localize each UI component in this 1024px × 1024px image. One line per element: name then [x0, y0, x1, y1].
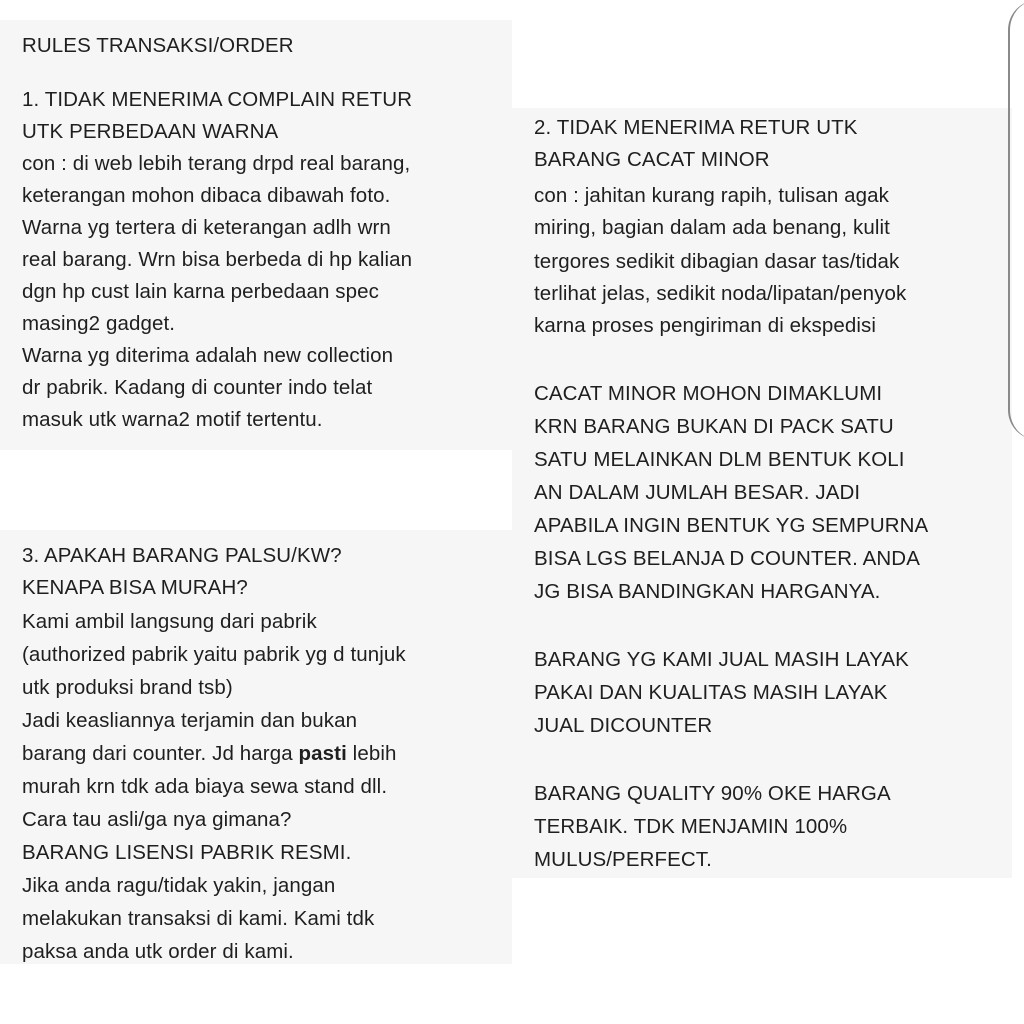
emphasis-word: pasti [298, 742, 347, 765]
rule3-line: paksa anda utk order di kami. [22, 940, 294, 963]
rule2-line: BARANG CACAT MINOR [534, 148, 770, 171]
rule2-minor-line: SATU MELAINKAN DLM BENTUK KOLI [534, 448, 905, 471]
rule2-line: terlihat jelas, sedikit noda/lipatan/penyok [534, 282, 907, 305]
rule2-minor-line: KRN BARANG BUKAN DI PACK SATU [534, 415, 894, 438]
rule3-line: Jika anda ragu/tidak yakin, jangan [22, 874, 336, 897]
rule1-line: keterangan mohon dibaca dibawah foto. [22, 184, 391, 207]
rule2-quality-line: BARANG YG KAMI JUAL MASIH LAYAK [534, 648, 909, 671]
rule3-line: melakukan transaksi di kami. Kami tdk [22, 907, 375, 930]
rule2-line: miring, bagian dalam ada benang, kulit [534, 216, 890, 239]
rule3-line: Cara tau asli/ga nya gimana? [22, 808, 292, 831]
rule1-line: dr pabrik. Kadang di counter indo telat [22, 376, 373, 399]
rule1-line: dgn hp cust lain karna perbedaan spec [22, 280, 380, 303]
rule2-guarantee-line: MULUS/PERFECT. [534, 848, 712, 871]
rule2-line: tergores sedikit dibagian dasar tas/tidak [534, 250, 900, 273]
rule1-line: masuk utk warna2 motif tertentu. [22, 408, 323, 431]
rule1-line: masing2 gadget. [22, 312, 176, 335]
rule1-line: Warna yg tertera di keterangan adlh wrn [22, 216, 391, 239]
rule1-line: 1. TIDAK MENERIMA COMPLAIN RETUR [22, 88, 413, 111]
rule1-line: con : di web lebih terang drpd real barang, [22, 152, 411, 175]
rule3-line: BARANG LISENSI PABRIK RESMI. [22, 841, 352, 864]
rule2-minor-line: JG BISA BANDINGKAN HARGANYA. [534, 580, 881, 603]
page-title: RULES TRANSAKSI/ORDER [22, 34, 294, 57]
rule2-minor-line: APABILA INGIN BENTUK YG SEMPURNA [534, 514, 929, 537]
rule3-line: utk produksi brand tsb) [22, 676, 233, 699]
rule3-text-before: barang dari counter. Jd harga [22, 742, 299, 765]
rule3-line: 3. APAKAH BARANG PALSU/KW? [22, 544, 342, 567]
rule2-minor-line: BISA LGS BELANJA D COUNTER. ANDA [534, 547, 920, 570]
rule3-line: Jadi keasliannya terjamin dan bukan [22, 709, 358, 732]
rule3-line: (authorized pabrik yaitu pabrik yg d tunjuk [22, 643, 406, 666]
rule3-line: KENAPA BISA MURAH? [22, 576, 248, 599]
rule2-guarantee-line: BARANG QUALITY 90% OKE HARGA [534, 782, 891, 805]
rule1-line: real barang. Wrn bisa berbeda di hp kalian [22, 248, 413, 271]
rule1-line: Warna yg diterima adalah new collection [22, 344, 394, 367]
rule2-quality-line: JUAL DICOUNTER [534, 714, 713, 737]
rule2-guarantee-line: TERBAIK. TDK MENJAMIN 100% [534, 815, 848, 838]
rule2-line: con : jahitan kurang rapih, tulisan agak [534, 184, 890, 207]
screen-edge-curve [1008, 0, 1024, 440]
rule3-line: Kami ambil langsung dari pabrik [22, 610, 317, 633]
rule1-line: UTK PERBEDAAN WARNA [22, 120, 279, 143]
rule3-line-with-emphasis [22, 738, 397, 770]
rule2-minor-line: AN DALAM JUMLAH BESAR. JADI [534, 481, 861, 504]
rule2-line: 2. TIDAK MENERIMA RETUR UTK [534, 116, 858, 139]
rule2-quality-line: PAKAI DAN KUALITAS MASIH LAYAK [534, 681, 888, 704]
rule2-minor-line: CACAT MINOR MOHON DIMAKLUMI [534, 382, 883, 405]
rule3-text-after: lebih [346, 742, 397, 765]
rule2-line: karna proses pengiriman di ekspedisi [534, 314, 877, 337]
rule3-line: murah krn tdk ada biaya sewa stand dll. [22, 775, 388, 798]
